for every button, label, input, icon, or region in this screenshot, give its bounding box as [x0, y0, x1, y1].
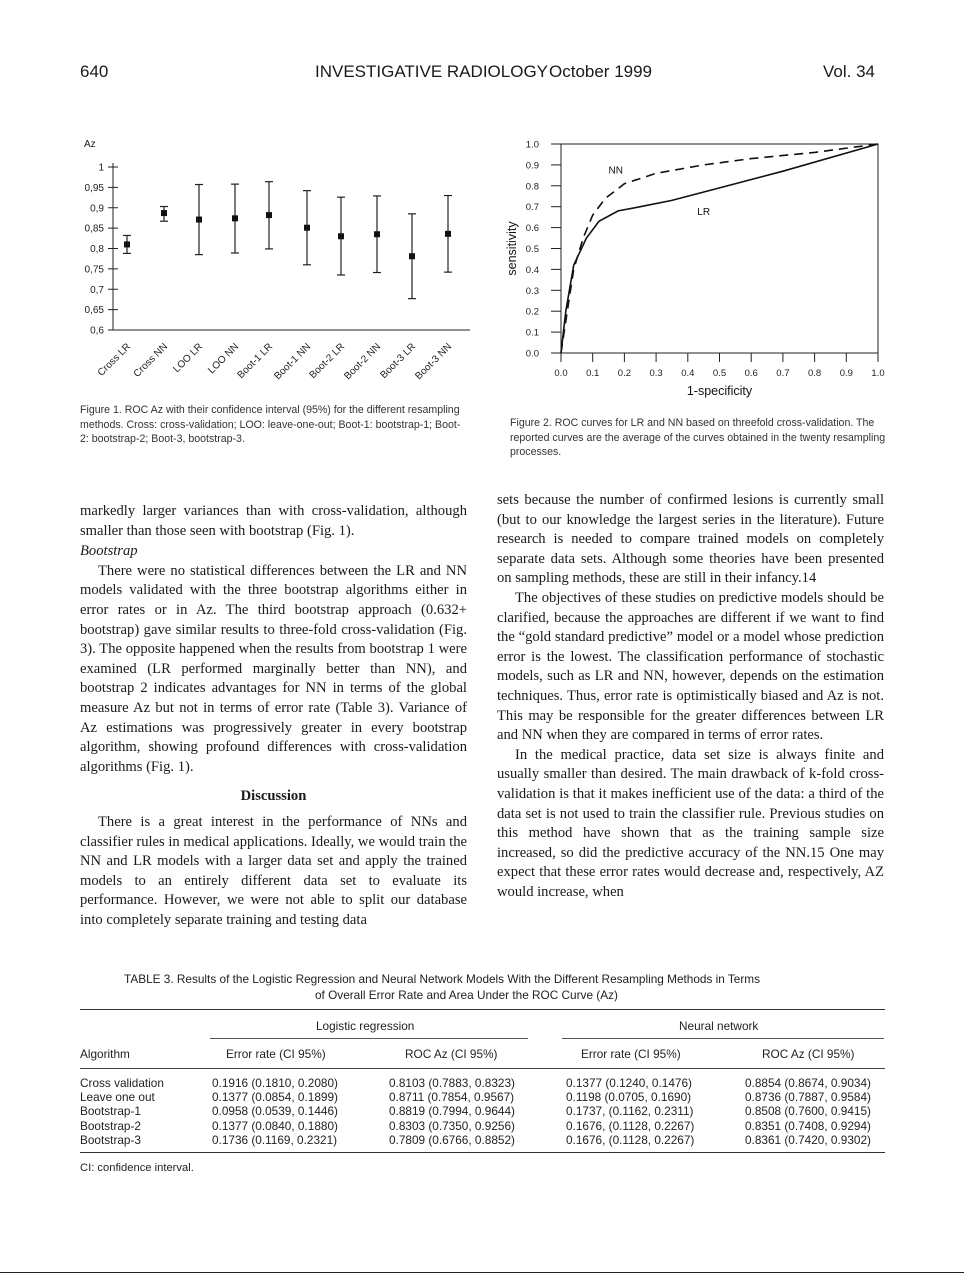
x-tick-label: 0.1	[586, 368, 600, 379]
table-cell: 0.1676, (0.1128, 0.2267)	[566, 1118, 695, 1133]
table-cell: 0.7809 (0.6766, 0.8852)	[389, 1132, 515, 1147]
y-tick-label: 0.1	[525, 327, 539, 339]
table-rule	[210, 1038, 528, 1039]
x-tick-label: 0.9	[839, 368, 853, 379]
x-tick-label: 0.7	[776, 368, 790, 379]
issue-date: October 1999	[549, 62, 653, 81]
column-header: ROC Az (CI 95%)	[762, 1047, 855, 1061]
table-cell: 0.8854 (0.8674, 0.9034)	[745, 1076, 871, 1090]
journal-name: INVESTIGATIVE RADIOLOGY	[315, 62, 549, 81]
x-tick-label: Cross NN	[131, 341, 171, 380]
x-tick-label: 0.6	[744, 368, 758, 379]
group-header-lr: Logistic regression	[316, 1019, 415, 1033]
x-tick-label: 0.2	[617, 368, 632, 379]
y-tick-label: 0,65	[84, 305, 104, 317]
y-tick-label: 0.8	[525, 181, 539, 193]
paragraph: There is a great interest in the performance of NNs and classifier rules in medical applications. Ideally, we would train the NN and LR models with a larger data set and apply the trained models to an entirely different data set to evaluate its performance. However, we were not able to split our database into completely separate training and testing data	[80, 813, 467, 928]
column-header: Error rate (CI 95%)	[226, 1047, 326, 1061]
x-axis-label: 1-specificity	[686, 384, 753, 398]
figure-1-caption: Figure 1. ROC Az with their confidence interval (95%) for the different resampling methods. Cross: cross-validation; LOO: leave-one-out; Boot-1: bootstrap-1; Boot-2: bootstrap-2; Boot-3, bootstrap-3.	[80, 404, 461, 445]
table-rule	[80, 1009, 885, 1010]
x-tick-label: 0.5	[712, 368, 727, 379]
row-label: Cross validation	[80, 1076, 164, 1090]
column-header: ROC Az (CI 95%)	[405, 1047, 498, 1061]
paragraph: markedly larger variances than with cross-validation, although smaller than those seen with bootstrap (Fig. 1).	[80, 503, 467, 539]
x-tick-label: Boot-2 LR	[307, 341, 348, 381]
table-rule	[80, 1068, 885, 1069]
table-cell: 0.1736 (0.1169, 0.2321)	[212, 1132, 338, 1147]
row-label: Leave one out	[80, 1090, 155, 1105]
table-cell: 0.1676, (0.1128, 0.2267)	[566, 1132, 695, 1147]
y-tick-label: 0,6	[90, 325, 104, 337]
y-tick-label: 0,85	[84, 223, 104, 235]
table-footnote: CI: confidence interval.	[80, 1162, 194, 1174]
table-cell: 0.8303 (0.7350, 0.9256)	[389, 1118, 515, 1133]
x-tick-label: LOO LR	[171, 341, 206, 376]
table-cell: 0.8103 (0.7883, 0.8323)	[389, 1076, 515, 1090]
x-tick-label: 0.0	[554, 368, 568, 379]
row-label: Bootstrap-3	[80, 1132, 141, 1147]
row-label: Bootstrap-2	[80, 1118, 141, 1133]
column-header: Algorithm	[80, 1047, 130, 1061]
row-label: Bootstrap-1	[80, 1104, 141, 1119]
table-caption: of Overall Error Rate and Area Under the ROC Curve (Az)	[315, 988, 618, 1002]
y-tick-label: 0.7	[525, 202, 539, 214]
table-cell: 0.1916 (0.1810, 0.2080)	[212, 1076, 338, 1090]
table-cell: 0.1377 (0.0840, 0.1880)	[212, 1118, 338, 1133]
y-tick-label: 0,8	[90, 244, 104, 255]
x-tick-label: 0.3	[649, 368, 663, 379]
paragraph: There were no statistical differences between the LR and NN models validated with the three bootstrap algorithms either in error rates or in Az. The third bootstrap approach (0.632+ bootstrap) gave similar results to three-fold cross-validation (Fig. 3). The opposite happened when the results from bootstrap 1 were examined (LR performed marginally better than NN), and bootstrap 2 indicates advantages for NN in terms of the global measure Az but not in terms of error rate (Table 3). Variance of Az estimations was progressively greater in every bootstrap algorithm, showing profound differences with cross-validation algorithms (Fig. 1).	[80, 562, 467, 775]
group-header-nn: Neural network	[679, 1019, 759, 1033]
y-axis-label: sensitivity	[505, 221, 519, 276]
table-cell: 0.8711 (0.7854, 0.9567)	[389, 1090, 515, 1105]
paragraph: sets because the number of confirmed lesions is currently small (but to our knowledge the largest series in the literature). Future research is needed to compare trained models on completely separate data sets. Although some theories have been presented on sampling methods, these are still in their infancy.14	[497, 492, 884, 587]
x-tick-label: 0.8	[807, 368, 822, 379]
table-cell: 0.8361 (0.7420, 0.9302)	[745, 1132, 871, 1147]
section-heading-bootstrap: Bootstrap	[80, 543, 138, 560]
column-header: Error rate (CI 95%)	[581, 1047, 681, 1061]
y-tick-label: 0.4	[525, 264, 539, 276]
x-tick-label: 1.0	[871, 368, 885, 379]
x-tick-label: LOO NN	[206, 341, 242, 377]
table-cell: 0.1737, (0.1162, 0.2311)	[566, 1104, 694, 1119]
y-tick-label: 0.5	[525, 244, 539, 255]
table-cell: 0.1377 (0.1240, 0.1476)	[566, 1076, 692, 1090]
y-tick-label: 0.6	[525, 223, 539, 235]
y-tick-label: 0.2	[525, 306, 539, 318]
x-tick-label: Cross LR	[95, 341, 134, 379]
volume-number: Vol. 34	[823, 62, 875, 81]
table-cell: 0.1377 (0.0854, 0.1899)	[212, 1090, 338, 1105]
table-rule	[562, 1038, 884, 1039]
page-number: 640	[80, 62, 109, 81]
x-tick-label: Boot-1 LR	[235, 341, 276, 381]
x-tick-label: Boot-3 LR	[378, 341, 419, 381]
y-tick-label: 0.3	[525, 285, 539, 297]
y-tick-label: 1	[98, 162, 104, 174]
table-cell: 0.0958 (0.0539, 0.1446)	[212, 1104, 338, 1119]
table-cell: 0.8736 (0.7887, 0.9584)	[745, 1090, 871, 1105]
x-tick-label: Boot-2 NN	[342, 341, 384, 383]
y-tick-label: 0,7	[90, 284, 104, 296]
x-tick-label: Boot-3 NN	[413, 341, 455, 383]
paragraph: The objectives of these studies on predictive models should be clarified, because the approaches are different if we want to find the “gold standard predictive” model or a model whose prediction error is the lowest. The classification performance of stochastic models, such as LR and NN, however, depends on the estimation techniques. Thus, error rate is optimistically biased and Az is not. This may be responsible for the greater differences between LR and NN when they are compared in terms of error rates.	[497, 589, 884, 744]
table-cell: 0.8351 (0.7408, 0.9294)	[745, 1118, 871, 1133]
x-tick-label: 0.4	[681, 368, 695, 379]
page-bottom-rule	[0, 1272, 964, 1273]
table-cell: 0.8819 (0.7994, 0.9644)	[389, 1104, 515, 1119]
series-label-lr: LR	[697, 207, 711, 219]
table-caption: TABLE 3. Results of the Logistic Regression and Neural Network Models With the Different Resampling Methods in Terms	[124, 972, 761, 986]
figure-2-caption: Figure 2. ROC curves for LR and NN based on threefold cross-validation. The reported curves are the average of the curves obtained in the twenty resampling processes.	[510, 417, 886, 458]
y-tick-label: 1.0	[525, 139, 539, 151]
y-tick-label: 0.0	[525, 348, 539, 360]
y-tick-label: 0,95	[84, 182, 104, 194]
table-rule	[80, 1152, 885, 1153]
x-tick-label: Boot-1 NN	[272, 341, 314, 383]
table-cell: 0.1198 (0.0705, 0.1690)	[566, 1090, 692, 1105]
y-tick-label: 0,75	[84, 264, 104, 276]
y-tick-label: 0.9	[525, 160, 539, 172]
section-heading-discussion: Discussion	[240, 788, 307, 805]
table-cell: 0.8508 (0.7600, 0.9415)	[745, 1104, 871, 1119]
y-tick-label: 0,9	[90, 203, 104, 215]
y-axis-label: Az	[84, 139, 96, 150]
paragraph: In the medical practice, data set size is always finite and usually smaller than desired. The main drawback of k-fold cross-validation is that it makes inefficient use of the data: a third of the data set is not used to train the classifier rule. Previous studies on this method have shown that as the training sample size increased, so did the predictive accuracy of the NN.15 One may expect that these error rates would decrease and, respectively, AZ would increase, when	[497, 746, 884, 900]
series-label-nn: NN	[608, 165, 624, 177]
